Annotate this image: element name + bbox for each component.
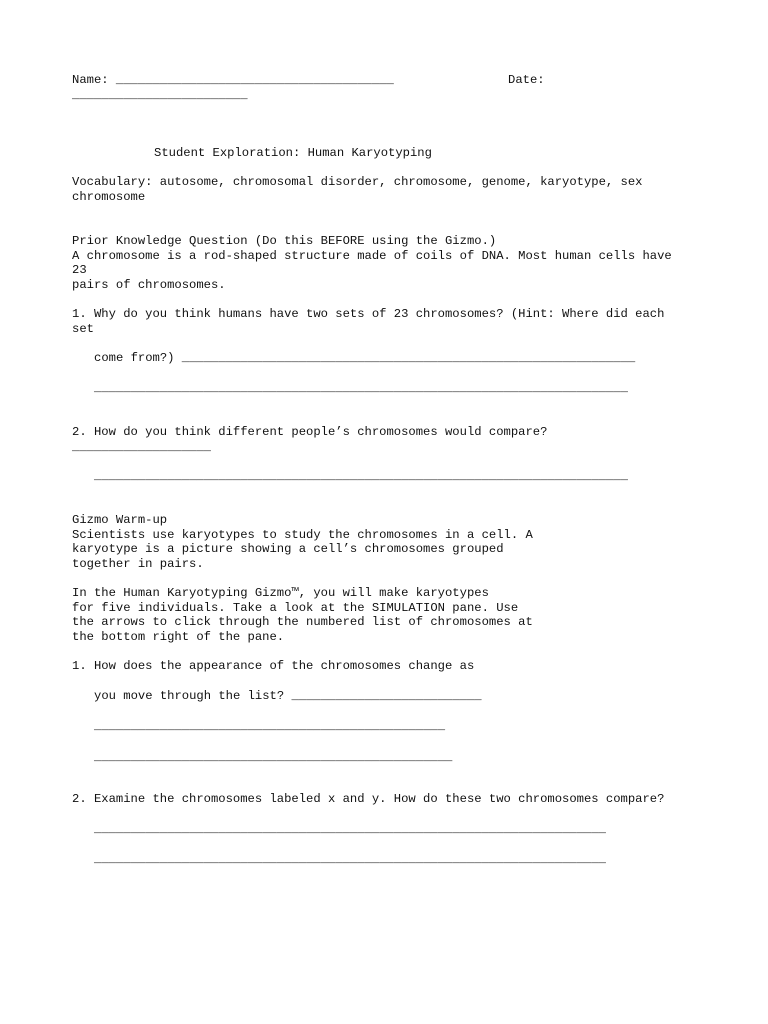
warmup-para1-line-1: Scientists use karyotypes to study the chromosomes in a cell. A — [72, 528, 533, 542]
prior-knowledge-heading: Prior Knowledge Question (Do this BEFORE using the Gizmo.) — [72, 234, 497, 248]
warmup-question-2-blank-2: ______________________________________________________________________ — [94, 852, 606, 866]
name-field-line: Name: ______________________________________ — [72, 73, 394, 87]
warmup-question-1-line: 1. How does the appearance of the chromosomes change as — [72, 659, 475, 673]
warmup-para2-line-3: the arrows to click through the numbered list of chromosomes at — [72, 615, 533, 629]
date-label: Date: — [508, 73, 545, 87]
warmup-question-1-blank-2: _________________________________________________ — [94, 750, 453, 764]
warmup-question-1-answer-line: you move through the list? __________________________ — [94, 689, 482, 703]
warmup-para2-line-4: the bottom right of the pane. — [72, 630, 285, 644]
date-field-blank: ________________________ — [72, 88, 248, 102]
question-2-line: 2. How do you think different people’s chromosomes would compare? — [72, 425, 548, 439]
page-title: Student Exploration: Human Karyotyping — [154, 146, 432, 160]
warmup-para2-line-1: In the Human Karyotyping Gizmo™, you will make karyotypes — [72, 586, 489, 600]
warmup-question-1-blank-1: ________________________________________________ — [94, 719, 446, 733]
vocabulary-line-2: chromosome — [72, 190, 146, 204]
warmup-heading: Gizmo Warm-up — [72, 513, 168, 527]
warmup-para1-line-3: together in pairs. — [72, 557, 204, 571]
warmup-question-2-blank-1: ______________________________________________________________________ — [94, 822, 606, 836]
question-2-answer-blank: _________________________________________________________________________ — [94, 469, 628, 483]
prior-knowledge-text-1: A chromosome is a rod-shaped structure made of coils of DNA. Most human cells have — [72, 249, 672, 263]
prior-knowledge-text-2: 23 — [72, 263, 87, 277]
question-2-blank-short: ___________________ — [72, 440, 211, 454]
prior-knowledge-text-3: pairs of chromosomes. — [72, 278, 226, 292]
question-1-line-1: 1. Why do you think humans have two sets of 23 chromosomes? (Hint: Where did each — [72, 307, 665, 321]
question-1-line-2: set — [72, 322, 94, 336]
warmup-question-2-line: 2. Examine the chromosomes labeled x and y. How do these two chromosomes compare? — [72, 792, 665, 806]
question-1-answer-line: come from?) ______________________________________________________________ — [94, 351, 636, 365]
warmup-para2-line-2: for five individuals. Take a look at the SIMULATION pane. Use — [72, 601, 519, 615]
warmup-para1-line-2: karyotype is a picture showing a cell’s chromosomes grouped — [72, 542, 504, 556]
question-1-answer-blank: _________________________________________________________________________ — [94, 381, 628, 395]
vocabulary-line-1: Vocabulary: autosome, chromosomal disorder, chromosome, genome, karyotype, sex — [72, 175, 643, 189]
